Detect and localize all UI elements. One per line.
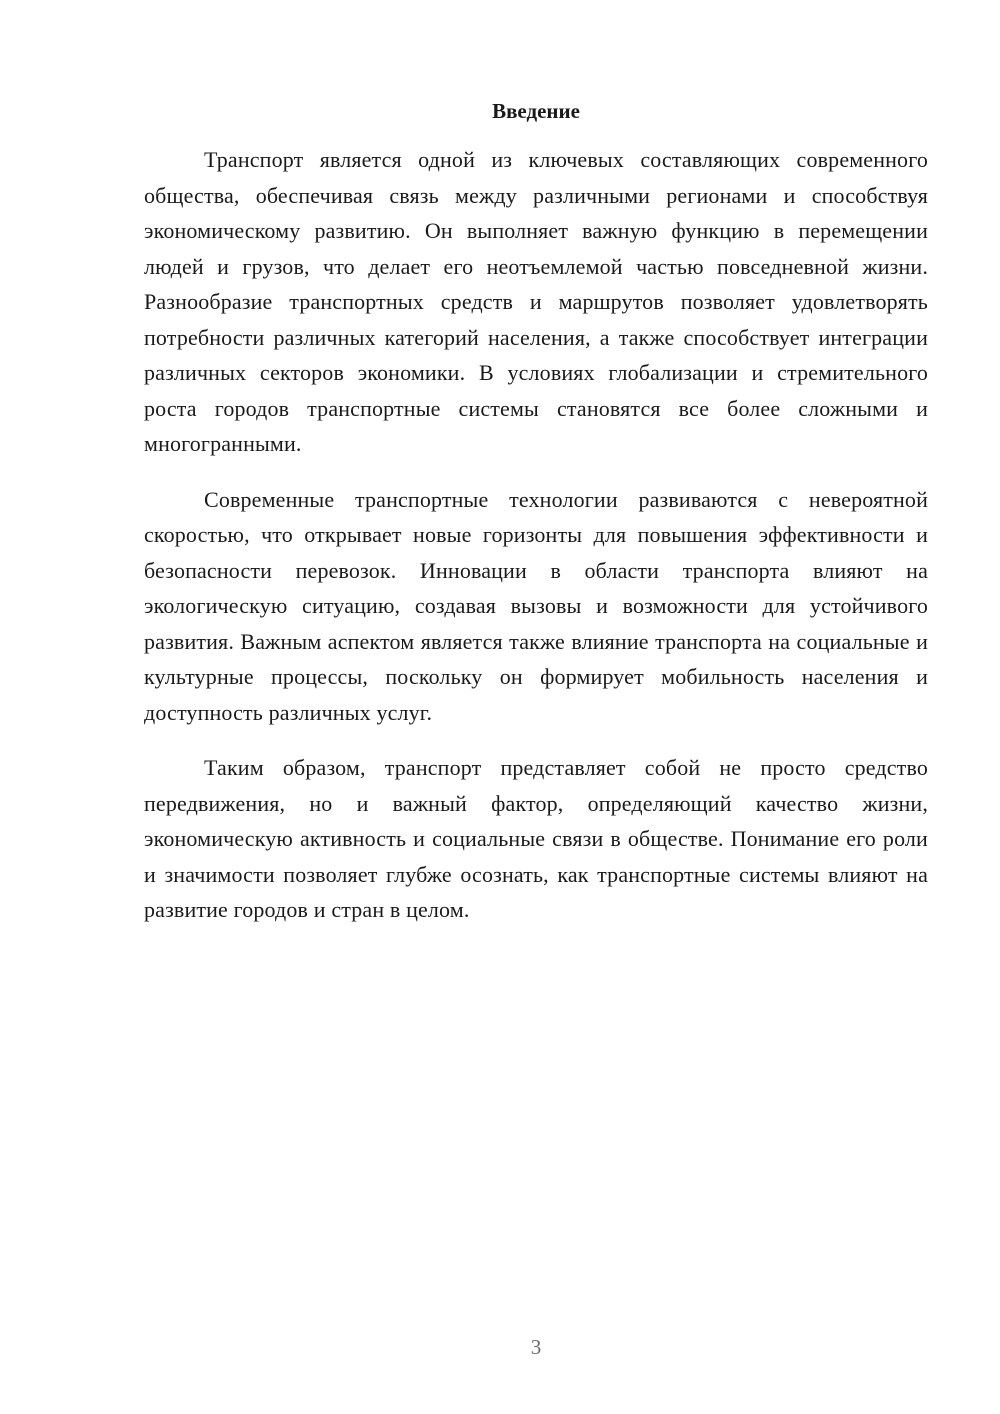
paragraph-intro: Транспорт является одной из ключевых составляющих современного общества, обеспечивая связь между различными регионами и способствуя экономическому развитию. Он выполняет важную функцию в перемещении людей и грузов, что делает его неотъемлемой частью повседневной жизни. Разнообразие транспортных средств и маршрутов позволяет удовлетворять потребности различных категорий населения, а также способствует интеграции различных секторов экономики. В условиях глобализации и стремительного роста городов транспортные системы становятся все более сложными и многогранными. <box>144 147 928 456</box>
page-title: Введение <box>492 99 580 123</box>
page-number: 3 <box>530 1335 542 1359</box>
document-body <box>144 142 928 948</box>
paragraph-technologies: Современные транспортные технологии развиваются с невероятной скоростью, что открывает новые горизонты для повышения эффективности и безопасности перевозок. Инновации в области транспорта влияют на экологическую ситуацию, создавая вызовы и возможности для устойчивого развития. Важным аспектом является также влияние транспорта на социальные и культурные процессы, поскольку он формирует мобильность населения и доступность различных услуг. <box>144 486 928 725</box>
paragraph-conclusion: Таким образом, транспорт представляет собой не просто средство передвижения, но и важный фактор, определяющий качество жизни, экономическую активность и социальные связи в обществе. Понимание его роли и значимости позволяет глубже осознать, как транспортные системы влияют на развитие городов и стран в целом. <box>144 755 928 922</box>
